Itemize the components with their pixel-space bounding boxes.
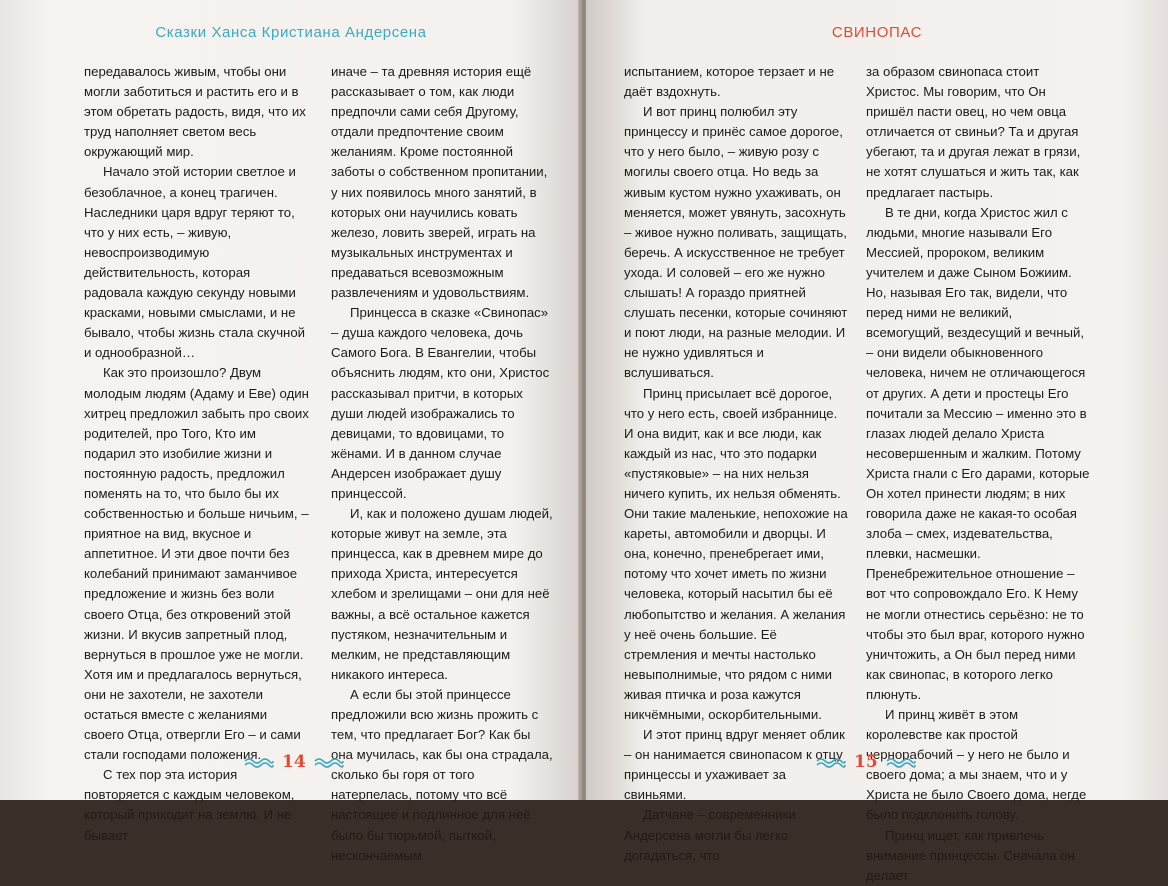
paragraph: И вот принц полюбил эту принцессу и принёс самое дорогое, что у него было, – живую розу с могилы своего отца. Но ведь за живым кустом нужно ухаживать, он меняется, может увянуть, засохнуть – живое нужно поливать, защищать, беречь. А искусственное не требует ухода. И соловей – его же нужно слышать! А гораздо приятней слушать песенки, которые сочиняют и поют люди, на разные мелодии. И не нужно удивляться и вслушиваться. [624, 104, 848, 381]
paragraph: передавалось живым, чтобы они могли заботиться и растить его и в этом обретать радость, видя, что их труд наполняет светом весь окружающий мир. [84, 64, 306, 160]
paragraph: иначе – та древняя история ещё рассказывает о том, как люди предпочли сами себя Другому, отдали предпочтение своим желаниям. Кроме постоянной заботы о собственном пропитании, у них появилось много занятий, в которых они научились ковать железо, ловить зверей, играть на музыкальных инструментах и предаваться всевозможным развлечениям и удовольствиям. [331, 64, 548, 301]
left-page-column-2 [331, 62, 555, 866]
paragraph: И принц живёт в этом королевстве как простой чернорабочий – у него не было и своего дома; а мы знаем, что и у Христа не было Своего дома, негде было подклонить голову. [866, 707, 1087, 823]
paragraph: Как это произошло? Двум молодым людям (Адаму и Еве) один хитрец предложил забыть про своих родителей, про Того, Кто им подарил это изобилие жизни и постоянную радость, предложил поменять на то, что было бы их собственностью и больше ничьим, – приятное на вид, вкусное и аппетитное. И эти двое почти без колебаний принимают заманчивое предложение и жизнь без воли своего Отца, без откровений этой жизни. И вкусив запретный плод, вернуться в прошлое уже не могли. Хотя им и предлагалось вернуться, они не захотели, не захотели остаться вместе с желаниями своего Отца, отвергли Его – и сами стали господами положения. [84, 365, 309, 763]
left-folio [244, 752, 344, 772]
paragraph: Принц ищет, как привлечь внимание принцессы. Сначала он делает [866, 827, 1075, 883]
paragraph: Принцесса в сказке «Свинопас» – душа каждого человека, дочь Самого Бога. В Евангелии, чтобы объяснить людям, кто они, Христос рассказывал притчи, в которых души людей изображались то девицами, то вдовицами, то жёнами. И в данном случае Андерсен изображает душу принцессой. [331, 305, 550, 501]
paragraph: И этот принц вдруг меняет облик – он нанимается свинопасом к отцу принцессы и ухаживает за свиньями. [624, 727, 845, 803]
paragraph: испытанием, которое терзает и не даёт вздохнуть. [624, 64, 835, 100]
wave-ornament-icon [244, 756, 274, 768]
paragraph: В те дни, когда Христос жил с людьми, многие называли Его Мессией, пророком, великим учителем и даже Сыном Божиим. Но, называя Его так, видели, что перед ними не великий, всемогущий, вездесущий и вечный, – они видели обыкновенного человека, ничем не отличающегося от других. А дети и простецы Его почитали за Мессию – именно это в глазах людей делало Христа несовершенным и жалким. Потому Христа гнали с Его дарами, которые Он хотел принести людям; в них говорила даже не какая-то особая злоба – смех, издевательства, плевки, насмешки. Пренебрежительное отношение – вот что сопровождало Его. К Нему не могли отнестись серьёзно: не то чтобы это был враг, которого нужно уничтожить, а Он был перед ними как свинопас, в которого легко плюнуть. [866, 204, 1090, 702]
right-running-header: СВИНОПАС [831, 24, 923, 41]
right-page-column-1 [624, 62, 848, 866]
page-number: 15 [854, 752, 878, 772]
paragraph: Датчане – современники Андерсена могли бы легко догадаться, что [624, 807, 796, 863]
right-page [586, 0, 1168, 883]
paragraph: С тех пор эта история повторяется с каждым человеком, который приходит на землю. И не бывает [84, 767, 295, 843]
paragraph: за образом свинопаса стоит Христос. Мы говорим, что Он пришёл пасти овец, но чем овца отличается от свиньи? Та и другая убегают, та и другая лежат в грязи, не хотят слушаться и жить так, как предлагает пастырь. [866, 64, 1081, 200]
wave-ornament-icon [886, 756, 916, 768]
page-number: 14 [282, 752, 306, 772]
left-running-header: Сказки Ханса Кристиана Андерсена [155, 24, 427, 41]
wave-ornament-icon [816, 756, 846, 768]
wave-ornament-icon [314, 756, 344, 768]
left-page [0, 0, 582, 863]
paragraph: А если бы этой принцессе предложили всю жизнь прожить с тем, что предлагает Бог? Как бы она мучилась, как бы она страдала, сколько бы горя от того натерпелась, потому что всё настоящее и подлинное для неё было бы тюрьмой, пыткой, нескончаемым [331, 686, 553, 863]
paragraph: Начало этой истории светлое и безоблачное, а конец трагичен. Наследники царя вдруг теряют то, что у них есть, – живую, невоспроизводимую действительность, которая радовала каждую секунду новыми красками, новыми смыслами, и не бывало, чтобы жизнь стала скучной и однообразной… [84, 164, 306, 361]
paragraph: И, как и положено душам людей, которые живут на земле, эта принцесса, как в древнем мире до прихода Христа, интересуется хлебом и зрелищами – они для неё важны, а всё остальное кажется пустяком, незначительным и мелким, не представляющим никакого интереса. [331, 506, 553, 682]
left-page-column-1 [84, 62, 310, 846]
right-folio [816, 752, 916, 772]
paragraph: Принц присылает всё дорогое, что у него есть, своей избраннице. И она видит, как и все люди, как каждый из нас, что это подарки «пустяковые» – на них нельзя ничего купить, их нельзя обменять. Они такие маленькие, непохожие на кареты, автомобили и дворцы. И она, конечно, пренебрегает ими, потому что хочет иметь по жизни человека, который насытил бы её любопытство и желания. А желания у неё очень большие. Её стремления и мечты настолько невыполнимые, что рядом с ними живая птичка и роза кажутся никчёмными, оскорбительными. [624, 385, 848, 722]
